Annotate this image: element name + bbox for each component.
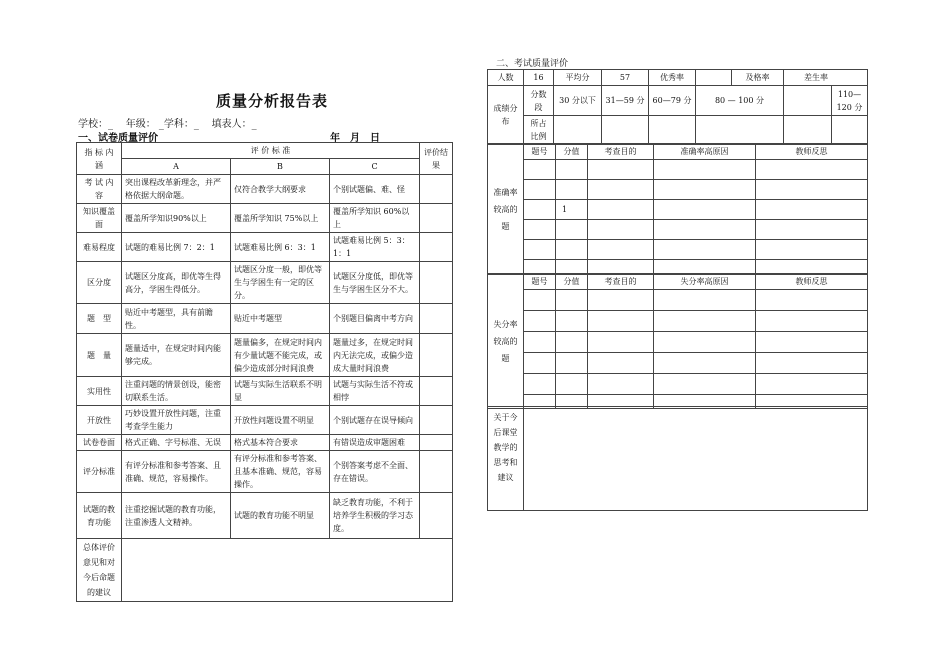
cell[interactable]: [588, 332, 654, 353]
table-row: [77, 435, 453, 451]
cell[interactable]: [524, 332, 556, 353]
cell-a: 题量适中，在规定时间内能够完成。: [122, 334, 231, 377]
row-label: 难易程度: [77, 233, 122, 262]
ratio-cell[interactable]: [649, 116, 696, 145]
row-label: 评分标准: [77, 451, 122, 493]
row-label: 实用性: [77, 377, 122, 406]
dist-seg-row: [488, 86, 868, 116]
row-label: 题 型: [77, 304, 122, 334]
cell[interactable]: [556, 311, 588, 332]
cell-a: 注重问题的情景创设，能密切联系生活。: [122, 377, 231, 406]
seg-label: 分数段: [524, 86, 554, 116]
high-loss-table: [487, 273, 868, 409]
high-header-row: [488, 144, 868, 160]
cell[interactable]: [756, 200, 868, 220]
cell[interactable]: [756, 332, 868, 353]
table-row: [77, 334, 453, 377]
cell-c: 个别答案考虑不全面、存在错误。: [330, 451, 420, 493]
cell-c: 缺乏教育功能，不利于培养学生积极的学习态度。: [330, 493, 420, 539]
cell[interactable]: [524, 220, 556, 240]
col-no: 题号: [524, 274, 556, 290]
ratio-cell[interactable]: [832, 116, 868, 145]
cell[interactable]: [588, 160, 654, 180]
ratio-cell[interactable]: [554, 116, 602, 145]
col-reflection: 教师反思: [756, 144, 868, 160]
col-purpose: 考查目的: [588, 144, 654, 160]
header-b: B: [231, 159, 330, 175]
table-row: [488, 311, 868, 332]
row-label: 开放性: [77, 406, 122, 435]
row-label: 题 量: [77, 334, 122, 377]
table-header-row: [77, 143, 453, 159]
cell[interactable]: [524, 240, 556, 260]
cell[interactable]: [756, 311, 868, 332]
cell-a: 巧妙设置开放性问题，注重考查学生能力: [122, 406, 231, 435]
cell-c: 个别题目偏离中考方向: [330, 304, 420, 334]
cell[interactable]: [756, 220, 868, 240]
cell[interactable]: [524, 311, 556, 332]
col-no: 题号: [524, 144, 556, 160]
cell-a: 有评分标准和参考答案、且准确、规范，容易操作。: [122, 451, 231, 493]
cell-b: 试题区分度一般，即优等生与学困生有一定的区分。: [231, 262, 330, 304]
cell[interactable]: [588, 290, 654, 311]
col-reason: 失分率高原因: [654, 274, 756, 290]
cell-b: 开放性问题设置不明显: [231, 406, 330, 435]
cell-result[interactable]: [420, 435, 453, 451]
cell[interactable]: [556, 180, 588, 200]
cell[interactable]: [588, 374, 654, 395]
summary-input[interactable]: [122, 539, 453, 602]
table-row: [488, 290, 868, 311]
cell[interactable]: [556, 240, 588, 260]
cell-c: 试题与实际生活不符或相悖: [330, 377, 420, 406]
cell[interactable]: [556, 374, 588, 395]
cell-no[interactable]: 1: [556, 200, 588, 220]
cell-result[interactable]: [420, 406, 453, 435]
row-label: 考 试 内 容: [77, 175, 122, 204]
cell[interactable]: [756, 374, 868, 395]
band-2: 31—59 分: [602, 86, 649, 116]
table-row: [77, 451, 453, 493]
cell-a: 覆盖所学知识90%以上: [122, 204, 231, 233]
band-1: 30 分以下: [554, 86, 602, 116]
row-label: 试卷卷面: [77, 435, 122, 451]
header-criteria: 评 价 标 准: [122, 143, 420, 159]
cell-a: 贴近中考题型，具有前瞻性。: [122, 304, 231, 334]
cell[interactable]: [556, 160, 588, 180]
cell[interactable]: [524, 290, 556, 311]
cell-c: 个别试题偏、难、怪: [330, 175, 420, 204]
table-row: [77, 175, 453, 204]
summary-label: 总体评价意见和对今后命题的建议: [77, 539, 122, 602]
cell[interactable]: [756, 160, 868, 180]
high-accuracy-table: [487, 143, 868, 275]
summary-row: [77, 539, 453, 602]
exam-quality-table: [487, 69, 868, 145]
cell[interactable]: [524, 160, 556, 180]
cell[interactable]: [524, 374, 556, 395]
table-row: [488, 180, 868, 200]
school-field: 学校：_: [78, 119, 113, 130]
band-6: 110—120 分: [832, 86, 868, 116]
cell-b: 贴近中考题型: [231, 304, 330, 334]
cell[interactable]: [654, 374, 756, 395]
low-label: 失分率较高的题: [488, 274, 524, 409]
col-score: 分值: [556, 144, 588, 160]
cell[interactable]: [556, 332, 588, 353]
cell-c: 覆盖所学知识 60%以上: [330, 204, 420, 233]
cell-result[interactable]: [420, 175, 453, 204]
cell-result[interactable]: [420, 377, 453, 406]
table-row: [488, 374, 868, 395]
cell-b: 有评分标准和参考答案、且基本准确、规范，容易操作。: [231, 451, 330, 493]
table-row: [77, 493, 453, 539]
cell-result[interactable]: [420, 262, 453, 304]
dist-ratio-row: [488, 116, 868, 145]
cell[interactable]: [756, 290, 868, 311]
poor-label: 差生率: [784, 70, 868, 86]
col-reflection: 教师反思: [756, 274, 868, 290]
page-title: 质量分析报告表: [216, 92, 329, 110]
cell[interactable]: [756, 353, 868, 374]
cell[interactable]: [588, 353, 654, 374]
section1-title: 一、试卷质量评价: [78, 133, 158, 144]
cell-b: 试题与实际生活联系不明显: [231, 377, 330, 406]
table-row: [488, 353, 868, 374]
cell-c: 试题区分度低，即优等生与学困生区分不大。: [330, 262, 420, 304]
header-result: 评价结果: [420, 143, 453, 175]
cell[interactable]: [756, 180, 868, 200]
cell[interactable]: [524, 353, 556, 374]
cell-result[interactable]: [420, 304, 453, 334]
cell-result[interactable]: [420, 334, 453, 377]
table-row: [488, 160, 868, 180]
paper-quality-table: [76, 142, 453, 602]
suggestions-label: 关于今后课堂教学的思考和建议: [488, 407, 524, 511]
header-a: A: [122, 159, 231, 175]
filler-field: 填表人：_: [211, 119, 257, 130]
row-label: 试题的教育功能: [77, 493, 122, 539]
table-row: [488, 200, 868, 220]
cell-result[interactable]: [420, 204, 453, 233]
row-label: 知识覆盖面: [77, 204, 122, 233]
excellent-label: 优秀率: [649, 70, 696, 86]
cell[interactable]: [588, 240, 654, 260]
dist-label: 成绩分布: [488, 86, 524, 145]
band-5: [784, 86, 832, 116]
ratio-cell[interactable]: [602, 116, 649, 145]
col-score: 分值: [556, 274, 588, 290]
header-indicator: 指 标 内 涵: [77, 143, 122, 175]
cell[interactable]: [654, 160, 756, 180]
avg-value: 57: [602, 70, 649, 86]
count-value: 16: [524, 70, 554, 86]
table-subheader-row: [77, 159, 453, 175]
cell[interactable]: [556, 290, 588, 311]
cell[interactable]: [524, 180, 556, 200]
low-header-row: [488, 274, 868, 290]
suggestions-table: [487, 406, 868, 511]
cell-b: 格式基本符合要求: [231, 435, 330, 451]
cell-b: 试题难易比例 6：3：1: [231, 233, 330, 262]
col-reason: 准确率高原因: [654, 144, 756, 160]
table-row: [488, 332, 868, 353]
table-row: [488, 240, 868, 260]
band-3: 60—79 分: [649, 86, 696, 116]
cell[interactable]: [654, 180, 756, 200]
cell[interactable]: [588, 180, 654, 200]
cell[interactable]: [654, 332, 756, 353]
cell-a: 试题的难易比例 7：2：1: [122, 233, 231, 262]
table-row: [77, 304, 453, 334]
table-row: [77, 233, 453, 262]
cell[interactable]: [756, 240, 868, 260]
col-purpose: 考查目的: [588, 274, 654, 290]
cell-result[interactable]: [420, 233, 453, 262]
table-row: [77, 406, 453, 435]
cell-b: 试题的教育功能不明显: [231, 493, 330, 539]
pass-label: 及格率: [732, 70, 784, 86]
row-label: 区分度: [77, 262, 122, 304]
cell[interactable]: [654, 353, 756, 374]
table-row: [488, 220, 868, 240]
cell-result[interactable]: [420, 493, 453, 539]
cell-b: 覆盖所学知识 75%以上: [231, 204, 330, 233]
cell[interactable]: [654, 290, 756, 311]
cell[interactable]: [654, 220, 756, 240]
cell-c: 个别试题存在误导倾向: [330, 406, 420, 435]
table-row: [77, 204, 453, 233]
table-row: [77, 262, 453, 304]
ratio-cell[interactable]: [784, 116, 832, 145]
cell-a: 突出课程改革新理念，并严格依据大纲命题。: [122, 175, 231, 204]
cell-a: 格式正确、字号标准、无误: [122, 435, 231, 451]
header-c: C: [330, 159, 420, 175]
cell-c: 有错误造成审题困难: [330, 435, 420, 451]
cell[interactable]: [654, 240, 756, 260]
table-row: [77, 377, 453, 406]
section2-title: 二、考试质量评价: [496, 59, 569, 69]
cell[interactable]: [524, 200, 556, 220]
suggestions-row: [488, 407, 868, 511]
section1-date: 年 月 日: [330, 133, 380, 144]
report-info: [78, 115, 257, 130]
subject-field: _学科：_: [158, 119, 199, 130]
cell-a: 注重挖掘试题的教育功能，注重渗透人文精神。: [122, 493, 231, 539]
band-4: 80 — 100 分: [696, 86, 784, 116]
cell[interactable]: [556, 353, 588, 374]
stats-row: [488, 70, 868, 86]
ratio-cell[interactable]: [696, 116, 784, 145]
count-label: 人数: [488, 70, 524, 86]
cell-c: 题量过多，在规定时间内无法完成，或偏少造成大量时间浪费: [330, 334, 420, 377]
grade-field: 年级：: [125, 119, 156, 130]
cell[interactable]: [654, 200, 756, 220]
cell[interactable]: [654, 311, 756, 332]
cell[interactable]: [556, 220, 588, 240]
cell-b: 题量偏多，在规定时间内有少量试题不能完成，或偏少造成部分时间浪费: [231, 334, 330, 377]
cell[interactable]: [588, 220, 654, 240]
cell[interactable]: [588, 200, 654, 220]
high-label: 准确率较高的题: [488, 144, 524, 275]
cell-b: 仅符合教学大纲要求: [231, 175, 330, 204]
ratio-label: 所占比例: [524, 116, 554, 145]
cell-c: 试题难易比例 5：3：1：1: [330, 233, 420, 262]
cell-a: 试题区分度高，即优等生得高分，学困生得低分。: [122, 262, 231, 304]
suggestions-input[interactable]: [524, 407, 868, 511]
cell-result[interactable]: [420, 451, 453, 493]
avg-label: 平均分: [554, 70, 602, 86]
cell[interactable]: [588, 311, 654, 332]
excellent-value[interactable]: [696, 70, 732, 86]
